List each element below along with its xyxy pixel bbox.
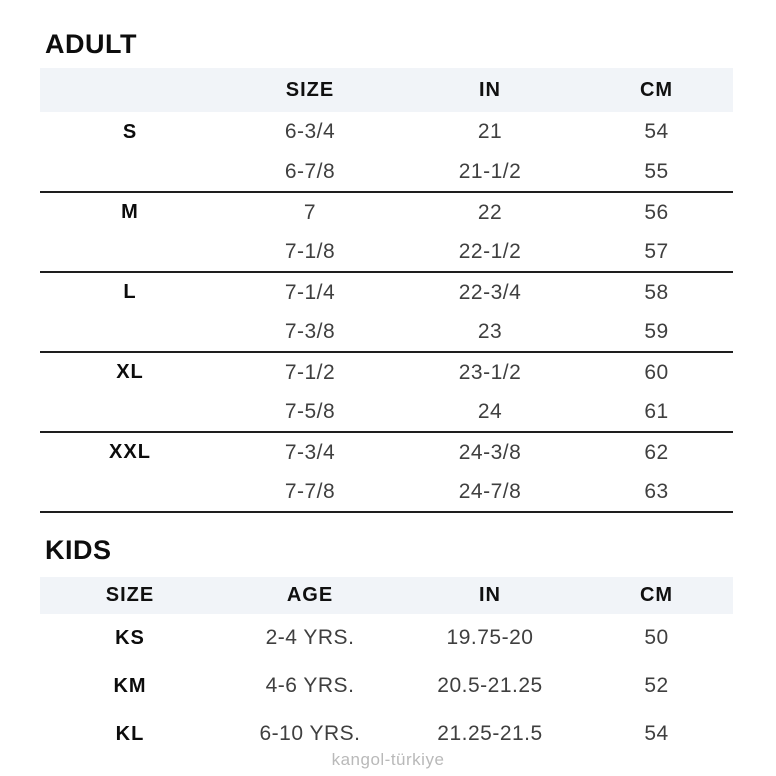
size-label: M [121, 201, 139, 223]
table-row-xl [40, 352, 733, 392]
cm-cell: 60 [644, 360, 669, 384]
in-cell: 22-1/2 [400, 232, 580, 272]
adult-header-size: SIZE [220, 68, 400, 112]
size-label-empty [40, 232, 220, 272]
cm-cell: 58 [644, 280, 669, 304]
size-cell: 7-5/8 [220, 392, 400, 432]
cm-cell: 52 [644, 674, 669, 697]
adult-size-table [40, 68, 733, 513]
size-cell: 6-7/8 [220, 152, 400, 192]
in-cell: 23 [400, 312, 580, 352]
in-cell: 21-1/2 [400, 152, 580, 192]
site-watermark: kangol-türkiye [331, 750, 445, 769]
cm-cell: 63 [580, 472, 733, 512]
adult-header-empty [40, 68, 220, 112]
kids-header-in: IN [400, 577, 580, 614]
in-cell: 24 [400, 392, 580, 432]
kids-section-title: KIDS [45, 535, 112, 565]
kids-header-size: SIZE [40, 577, 220, 614]
adult-header-in: IN [400, 68, 580, 112]
in-cell: 22 [477, 200, 503, 224]
size-label-empty [40, 312, 220, 352]
in-cell: 24-7/8 [400, 472, 580, 512]
size-label: L [123, 281, 137, 303]
table-row-ks [40, 614, 733, 662]
table-row-xl-alt [40, 392, 733, 432]
size-label: XXL [109, 441, 151, 463]
cm-cell: 54 [644, 120, 669, 143]
cm-cell: 62 [644, 440, 669, 464]
size-cell: 7-7/8 [220, 472, 400, 512]
table-row-m-alt [40, 232, 733, 272]
table-row-l-alt [40, 312, 733, 352]
cm-cell: 57 [580, 232, 733, 272]
cm-cell: 59 [580, 312, 733, 352]
size-cell: 7-1/2 [284, 360, 336, 384]
in-cell: 21 [477, 120, 503, 143]
size-cell: 7 [303, 200, 317, 224]
size-label: XL [116, 361, 144, 383]
size-cell: 7-1/8 [220, 232, 400, 272]
age-cell: 6-10 YRS. [259, 722, 361, 745]
adult-section-title: ADULT [45, 29, 137, 59]
size-label: KL [115, 722, 145, 745]
size-cell: 7-1/4 [284, 280, 336, 304]
in-cell: 22-3/4 [458, 280, 522, 304]
in-cell: 21.25-21.5 [437, 722, 543, 745]
table-row-m [40, 192, 733, 232]
size-label-empty [40, 152, 220, 192]
cm-cell: 61 [580, 392, 733, 432]
in-cell: 19.75-20 [446, 626, 534, 649]
size-label: KM [113, 674, 147, 697]
cm-cell: 54 [644, 722, 669, 745]
kids-size-table [40, 577, 733, 758]
size-cell: 7-3/8 [220, 312, 400, 352]
size-cell: 6-3/4 [284, 120, 336, 143]
size-label-empty [40, 472, 220, 512]
table-row-s-alt [40, 152, 733, 192]
in-cell: 24-3/8 [458, 440, 522, 464]
cm-cell: 55 [580, 152, 733, 192]
size-label: KS [115, 626, 145, 649]
cm-cell: 56 [644, 200, 669, 224]
table-row-xxl [40, 432, 733, 472]
kids-header-cm: CM [580, 577, 733, 614]
age-cell: 4-6 YRS. [265, 674, 355, 697]
size-label-empty [40, 392, 220, 432]
adult-header-row [40, 68, 733, 112]
kids-header-row [40, 577, 733, 614]
table-row-s [40, 112, 733, 152]
table-row-l [40, 272, 733, 312]
size-label: S [122, 120, 138, 143]
table-row-xxl-alt [40, 472, 733, 512]
age-cell: 2-4 YRS. [265, 626, 355, 649]
kids-header-age: AGE [220, 577, 400, 614]
adult-header-cm: CM [580, 68, 733, 112]
in-cell: 20.5-21.25 [437, 674, 543, 697]
cm-cell: 50 [644, 626, 669, 649]
in-cell: 23-1/2 [458, 360, 522, 384]
table-row-km [40, 662, 733, 710]
size-cell: 7-3/4 [284, 440, 336, 464]
